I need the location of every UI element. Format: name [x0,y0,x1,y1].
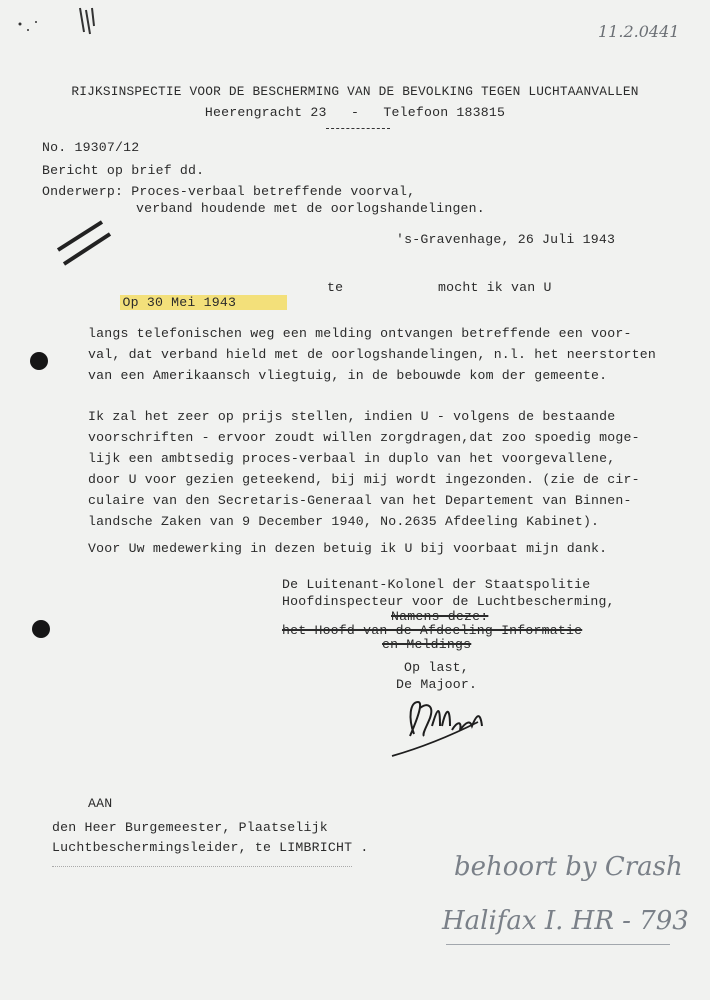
place-date: 's-Gravenhage, 26 Juli 1943 [396,232,616,247]
opening-op [88,280,287,325]
struck-line-2: het Hoofd van de Afdeeling Informatie [282,623,583,638]
struck-line-1: Namens deze: [391,609,489,624]
signatory-title-2: Hoofdinspecteur voor de Luchtbescherming, [282,594,615,609]
subject-line-1: Onderwerp: Proces-verbaal betreffende voorval, [42,184,416,199]
handwritten-underline [446,944,670,945]
addressee-line-2: Luchtbeschermingsleider, te LIMBRICHT . [52,840,369,855]
body-p1-line-2: val, dat verband hield met de oorlogshandelingen, n.l. het neerstorten [88,347,656,362]
body-p2-line-5: culaire van den Secretaris-Generaal van het Departement van Binnen- [88,493,632,508]
reference-number: No. 19307/12 [42,140,140,155]
handwritten-signature [380,696,510,766]
handwritten-note-line-1: behoort by Crash [454,852,683,882]
body-p3: Voor Uw medewerking in dezen betuig ik U bij voorbaat mijn dank. [88,541,608,556]
reply-reference: Bericht op brief dd. [42,163,205,178]
body-p2-line-2: voorschriften - ervoor zoudt willen zorgdragen,dat zoo spoedig moge- [88,430,640,445]
incident-date: 30 Mei 1943 [146,295,237,310]
struck-line-3: en Meldings [382,637,472,652]
op-last: Op last, [404,660,469,675]
punch-hole-top [30,352,48,370]
letterhead-address: Heerengracht 23 - Telefoon 183815 [204,105,506,120]
addressee-aan: AAN [88,796,113,811]
addressee-line-1: den Heer Burgemeester, Plaatselijk [52,820,328,835]
handwritten-note-line-2: Halifax I. HR - 793 [442,906,689,936]
body-p2-line-1: Ik zal het zeer op prijs stellen, indien U - volgens de bestaande [88,409,616,424]
pen-strokes [56,214,112,270]
punch-hole-bottom [32,620,50,638]
letterhead-title: RIJKSINSPECTIE VOOR DE BESCHERMING VAN DE BEVOLKING TEGEN LUCHTAANVALLEN [71,84,639,99]
opening-te: te [327,280,344,295]
body-p2-line-6: landsche Zaken van 9 December 1940, No.2635 Afdeeling Kabinet). [88,514,600,529]
speckle-mark [14,18,44,42]
signatory-rank: De Majoor. [396,677,478,692]
opening-rest: mocht ik van U [438,280,552,295]
body-p1-line-1: langs telefonischen weg een melding ontvangen betreffende een voor- [88,326,632,341]
addressee-faint-line [52,866,352,867]
body-p2-line-4: door U voor gezien geteekend, bij mij wordt ingezonden. (zie de cir- [88,472,640,487]
body-p2-line-3: lijk een ambtsedig proces-verbaal in duplo van het voorgevallene, [88,451,616,466]
body-p1-line-3: van een Amerikaansch vliegtuig, in de bebouwde kom der gemeente. [88,368,608,383]
signatory-title-1: De Luitenant-Kolonel der Staatspolitie [282,577,591,592]
letterhead-underline [326,128,390,129]
opening-op-word: Op [122,295,139,310]
archive-mark: 11.2.0441 [598,22,680,41]
scribble-mark [76,6,100,36]
subject-line-2: verband houdende met de oorlogshandelingen. [136,201,485,216]
highlighted-date [120,295,286,310]
